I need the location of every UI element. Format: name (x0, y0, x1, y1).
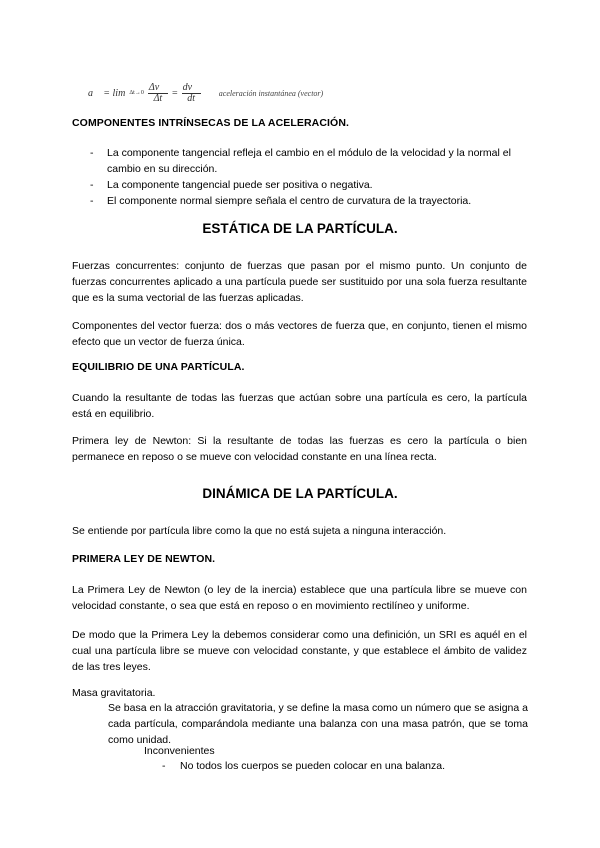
bullet-dash: - (90, 147, 94, 159)
paragraph-sri: De modo que la Primera Ley la debemos considerar como una definición, un SRI es aquél en el cual una partícula libre se mueve con velocidad constante, y que establece el ámbito de validez de las tres leyes. (72, 629, 527, 673)
formula-equals: = (171, 87, 178, 99)
formula-frac2-num: dv⃗ (182, 81, 200, 93)
bullet-dash: - (162, 760, 166, 772)
label-inconvenientes: Inconvenientes (144, 745, 215, 757)
paragraph-componentes-vector: Componentes del vector fuerza: dos o más vectores de fuerza que, en conjunto, tienen el mismo efecto que un vector de fuerza única. (72, 320, 527, 348)
label-masa-gravitatoria: Masa gravitatoria. (72, 687, 156, 699)
formula-fraction-1 (148, 83, 168, 104)
heading-primera-ley-newton: PRIMERA LEY DE NEWTON. (72, 553, 216, 565)
bullet-text: La componente tangencial puede ser positiva o negativa. (107, 179, 373, 191)
bullet-text: El componente normal siempre señala el centro de curvatura de la trayectoria. (107, 195, 472, 207)
formula-limit-sub: Δt→0 (129, 89, 144, 96)
paragraph-fuerzas-concurrentes: Fuerzas concurrentes: conjunto de fuerzas que pasan por el mismo punto. Un conjunto de fuerzas concurrentes aplicado a una partícula puede ser sustituido por una sola fuerza resultante que es la suma vectorial de las fuerzas aplicadas. (72, 260, 527, 304)
paragraph-primera-ley: Primera ley de Newton: Si la resultante de todas las fuerzas es cero la partícula o bien permanece en reposo o se mueve con velocidad constante en una línea recta. (72, 435, 527, 463)
heading-componentes-intrinsecas: COMPONENTES INTRÍNSECAS DE LA ACELERACIÓN. (72, 117, 350, 129)
list-item (72, 193, 532, 209)
formula-frac2-den: dt (187, 92, 196, 104)
acceleration-formula (88, 78, 323, 108)
paragraph-masa-gravitatoria: Se basa en la atracción gravitatoria, y se define la masa como un número que se asigna a cada partícula, comparándola mediante una balanza con una masa patrón, que se toma como unidad. (108, 702, 528, 746)
title-dinamica: DINÁMICA DE LA PARTÍCULA. (202, 486, 398, 501)
paragraph-equilibrio: Cuando la resultante de todas las fuerzas que actúan sobre una partícula es cero, la partícula está en equilibrio. (72, 392, 527, 420)
list-item (162, 758, 445, 774)
bullet-dash: - (90, 179, 94, 191)
list-item (72, 177, 532, 193)
list-item (72, 145, 532, 177)
formula-limit (129, 89, 144, 98)
paragraph-particula-libre: Se entiende por partícula libre como la que no está sujeta a ninguna interacción. (72, 525, 447, 537)
heading-equilibrio: EQUILIBRIO DE UNA PARTÍCULA. (72, 361, 245, 373)
intrinsecas-bullet-list (72, 145, 532, 209)
bullet-text: La componente tangencial refleja el cambio en el módulo de la velocidad y la normal el cambio en su dirección. (107, 147, 511, 175)
bullet-dash: - (90, 195, 94, 207)
paragraph-ley-inercia: La Primera Ley de Newton (o ley de la inercia) establece que una partícula libre se mueve con velocidad constante, o sea que está en reposo o en movimiento rectilíneo y uniforme. (72, 584, 527, 612)
formula-frac1-den: Δt (153, 92, 163, 104)
formula-lhs: a⃗ = lim (88, 87, 126, 99)
formula-note: aceleración instantánea (vector) (218, 88, 324, 98)
bullet-text: No todos los cuerpos se pueden colocar en una balanza. (180, 760, 446, 772)
title-estatica: ESTÁTICA DE LA PARTÍCULA. (202, 221, 398, 236)
formula-frac1-num: Δv⃗ (148, 81, 167, 93)
formula-fraction-2 (182, 83, 201, 104)
